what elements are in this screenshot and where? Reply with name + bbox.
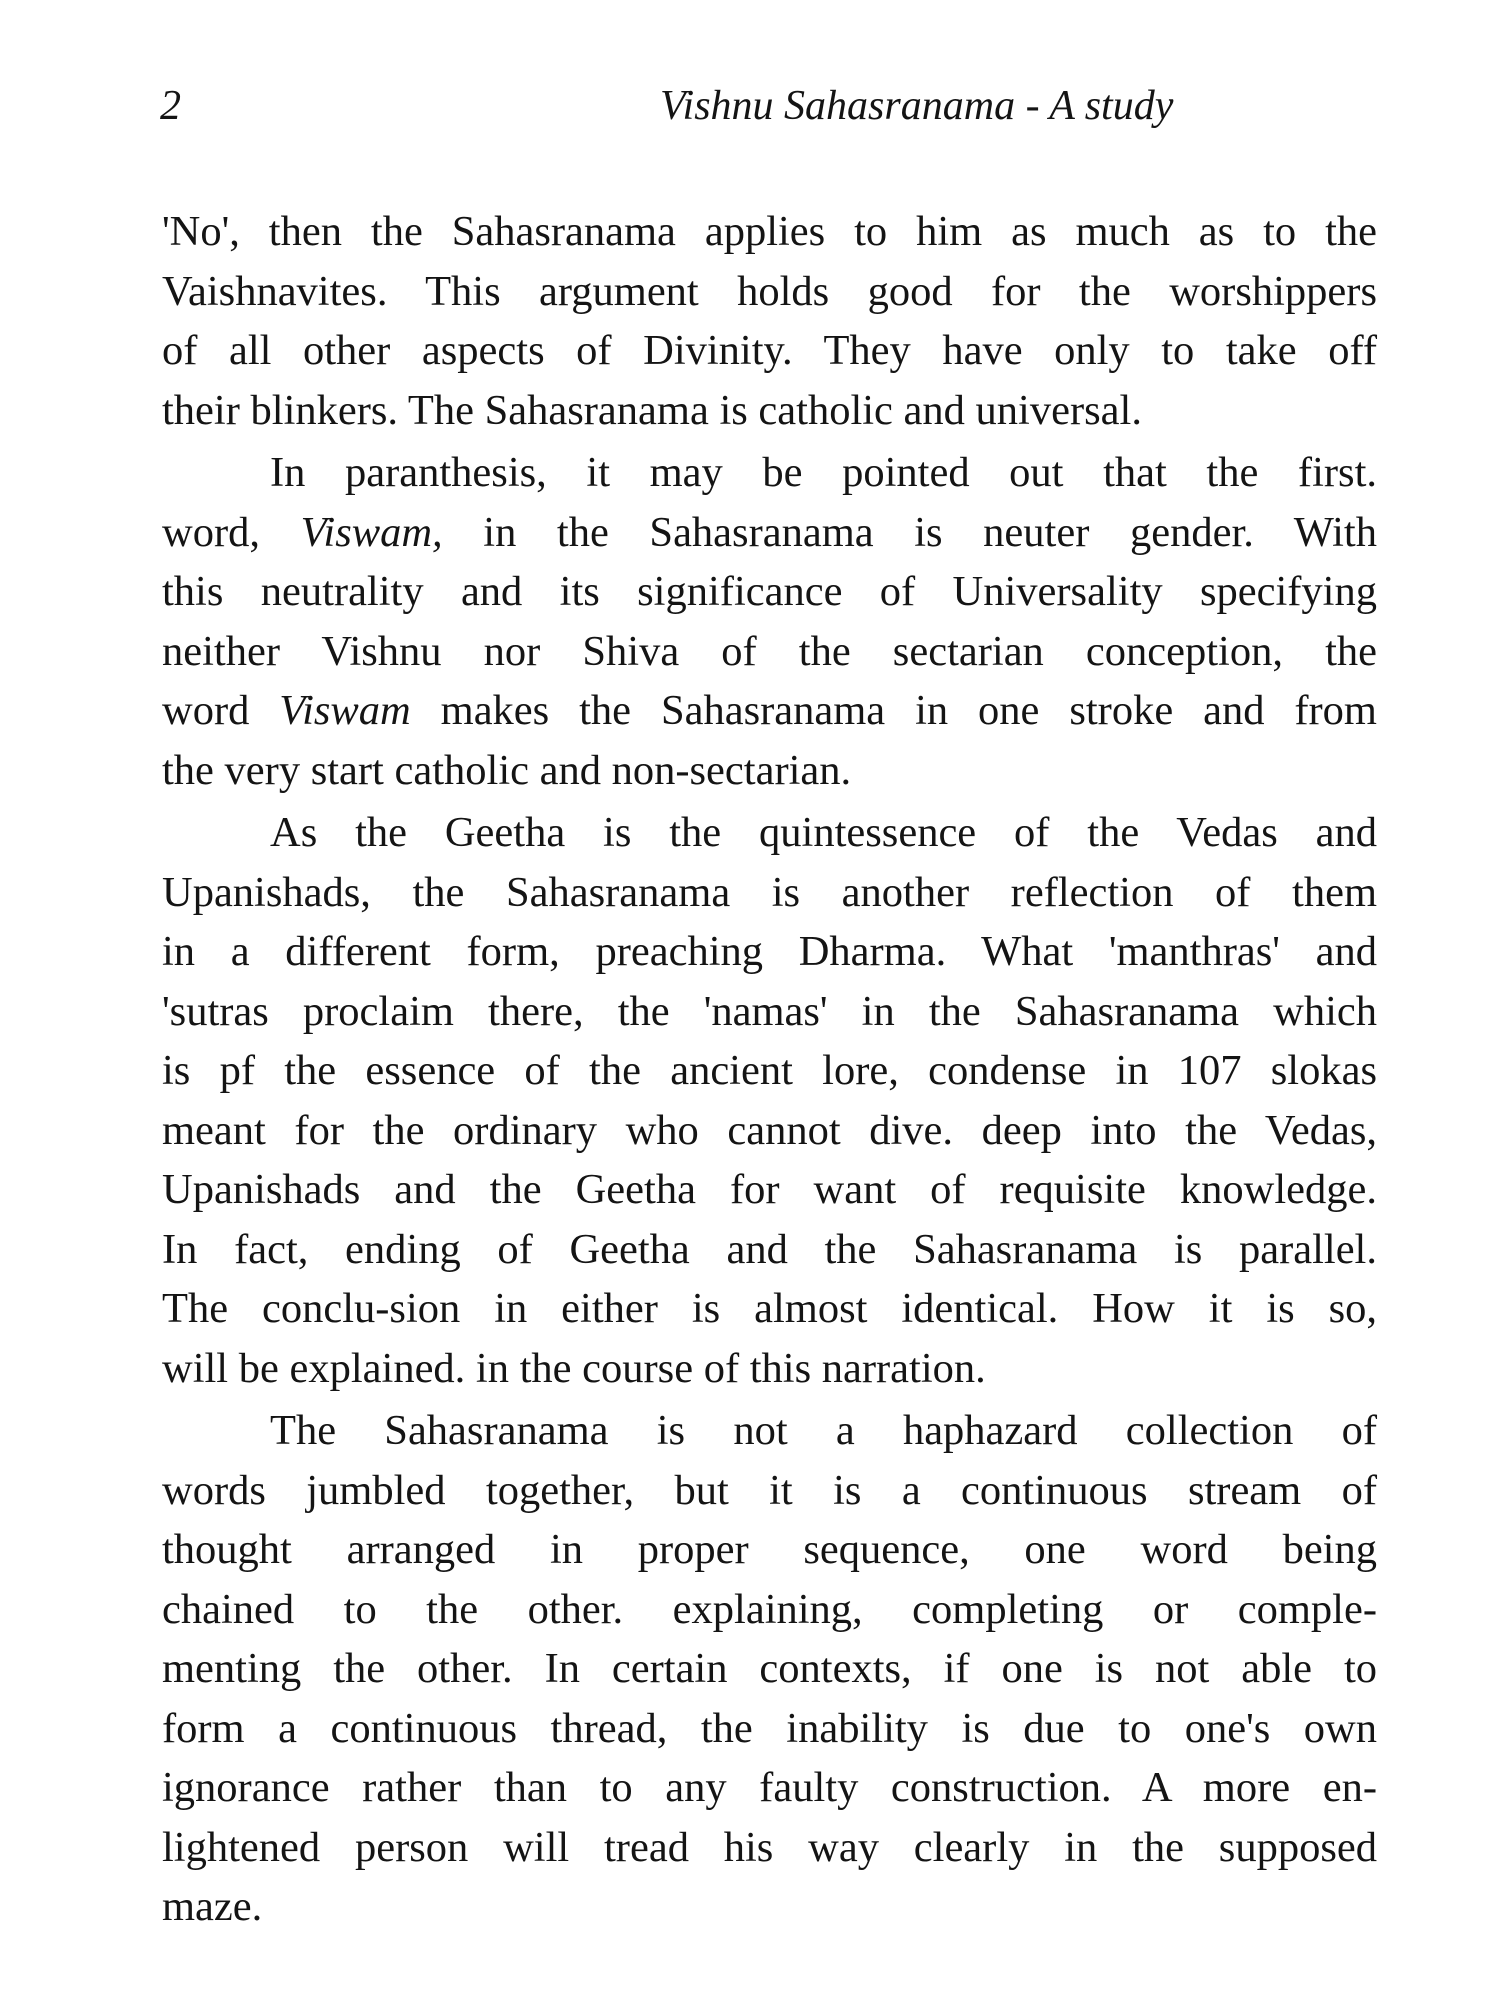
- text-line: lightened person will tread his way clearly in the supposed: [162, 1823, 1377, 1871]
- text-run: makes the Sahasranama in one stroke and from: [410, 687, 1377, 734]
- paragraph-2: [162, 443, 1377, 800]
- italic-term-viswam: Viswam: [279, 687, 411, 734]
- text-line: Upanishads, the Sahasranama is another reflection of them: [162, 868, 1377, 916]
- text-line: meant for the ordinary who cannot dive. deep into the Vedas,: [162, 1106, 1377, 1154]
- text-line: thought arranged in proper sequence, one word being: [162, 1526, 1377, 1573]
- text-line: words jumbled together, but it is a continuous stream of: [162, 1466, 1377, 1514]
- text-line: ignorance rather than to any faulty construction. A more en-: [162, 1764, 1377, 1811]
- text-run: word,: [162, 508, 301, 556]
- text-line: the very start catholic and non-sectarian.: [162, 746, 852, 794]
- text-line: [162, 681, 1377, 741]
- text-line: 'No', then the Sahasranama applies to him as much as to the: [162, 208, 1377, 255]
- text-line: will be explained. in the course of this narration.: [162, 1344, 986, 1392]
- text-line: of all other aspects of Divinity. They have only to take off: [162, 327, 1377, 374]
- text-line: 'sutras proclaim there, the 'namas' in the Sahasranama which: [162, 987, 1377, 1035]
- running-title: Vishnu Sahasranama - A study: [660, 83, 1174, 129]
- text-line: neither Vishnu nor Shiva of the sectarian conception, the: [162, 627, 1377, 675]
- text-line: chained to the other. explaining, completing or comple-: [162, 1585, 1377, 1633]
- text-line: The Sahasranama is not a haphazard collection of: [270, 1407, 1377, 1454]
- text-line: menting the other. In certain contexts, if one is not able to: [162, 1645, 1377, 1692]
- text-line: is pf the essence of the ancient lore, condense in 107 slokas: [162, 1047, 1377, 1094]
- body-text: [162, 202, 1377, 1937]
- text-line: In fact, ending of Geetha and the Sahasranama is parallel.: [162, 1225, 1377, 1273]
- paragraph-4: [162, 1401, 1377, 1937]
- text-line: Upanishads and the Geetha for want of requisite knowledge.: [162, 1166, 1377, 1213]
- text-line: form a continuous thread, the inability is due to one's own: [162, 1704, 1377, 1752]
- page-number: 2: [160, 83, 181, 129]
- text-line: in a different form, preaching Dharma. What 'manthras' and: [162, 928, 1377, 975]
- text-run: word: [162, 687, 280, 734]
- text-line: As the Geetha is the quintessence of the Vedas and: [270, 809, 1377, 856]
- paragraph-3: [162, 803, 1377, 1398]
- text-line: maze.: [162, 1883, 263, 1930]
- text-line: this neutrality and its significance of Universality specifying: [162, 568, 1377, 615]
- text-line: their blinkers. The Sahasranama is catholic and universal.: [162, 386, 1142, 434]
- text-line: In paranthesis, it may be pointed out that the first.: [270, 449, 1377, 496]
- paragraph-1: [162, 202, 1377, 440]
- text-run: in the Sahasranama is neuter gender. With: [442, 508, 1377, 556]
- text-line: [162, 503, 1377, 563]
- italic-term-viswam: Viswam,: [300, 508, 443, 556]
- text-line: Vaishnavites. This argument holds good for the worshippers: [162, 267, 1377, 315]
- text-line: The conclu-sion in either is almost identical. How it is so,: [162, 1285, 1377, 1332]
